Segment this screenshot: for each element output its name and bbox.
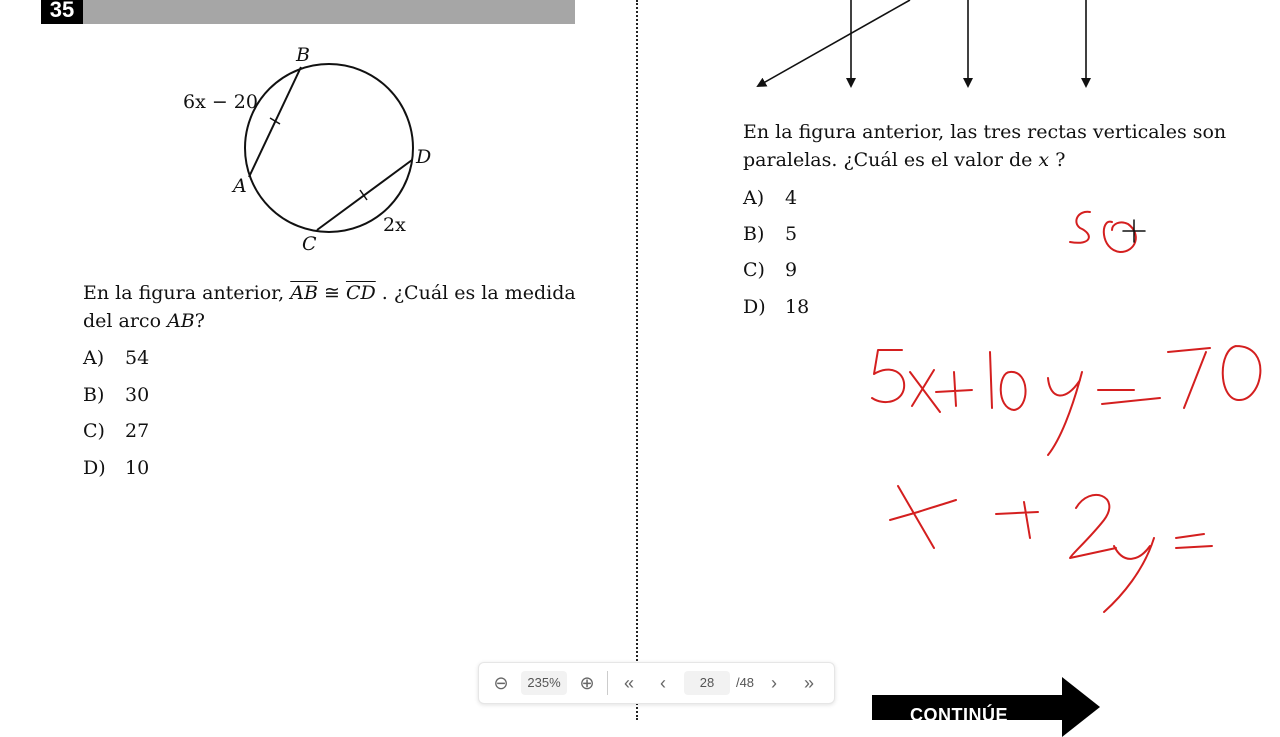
option-label: A) bbox=[83, 347, 105, 369]
next-page-icon[interactable]: › bbox=[771, 673, 777, 693]
option-value: 9 bbox=[785, 259, 798, 281]
label-c: C bbox=[302, 233, 317, 255]
last-page-icon[interactable]: » bbox=[803, 673, 814, 693]
option-value: 10 bbox=[125, 457, 150, 479]
label-a: A bbox=[233, 175, 247, 197]
arc-cd-expression: 2x bbox=[383, 214, 406, 236]
option-value: 54 bbox=[125, 347, 150, 369]
continue-button[interactable]: CONTINÚE bbox=[872, 695, 1062, 720]
option-value: 27 bbox=[125, 420, 150, 442]
option-value: 5 bbox=[785, 223, 798, 245]
arc-ab-expression: 6x − 20 bbox=[183, 91, 258, 113]
option-label: D) bbox=[743, 296, 766, 318]
stem-text-2: . ¿Cuál es la medida bbox=[381, 282, 576, 304]
prev-page-icon[interactable]: ‹ bbox=[660, 673, 666, 693]
option-label: C) bbox=[743, 259, 765, 281]
segment-ab: $\overline{AB}$ bbox=[290, 282, 318, 304]
stem-text-3: del arco bbox=[83, 310, 162, 332]
zoom-in-icon[interactable]: ⊕ bbox=[579, 673, 595, 693]
scribble-50 bbox=[1070, 212, 1136, 252]
equation-2-ink bbox=[890, 486, 1212, 612]
stem-text: En la figura anterior, bbox=[83, 282, 285, 304]
option-value: 18 bbox=[785, 296, 810, 318]
continue-arrow-icon[interactable] bbox=[1062, 677, 1100, 737]
toolbar-separator bbox=[607, 671, 608, 695]
variable-x: x bbox=[1038, 149, 1050, 171]
equation-1-ink bbox=[872, 346, 1260, 455]
right-question-stem-line1: En la figura anterior, las tres rectas verticales son bbox=[743, 121, 1227, 143]
zoom-out-icon[interactable]: ⊖ bbox=[493, 673, 509, 693]
current-page-field[interactable]: 28 bbox=[684, 671, 730, 695]
label-d: D bbox=[416, 146, 432, 168]
label-b: B bbox=[296, 44, 310, 66]
segment-cd: $\overline{CD}$ bbox=[345, 282, 376, 304]
stem-text: paralelas. ¿Cuál es el valor de bbox=[743, 149, 1033, 171]
option-label: A) bbox=[743, 187, 765, 209]
zoom-level-field[interactable]: 235% bbox=[521, 671, 567, 695]
option-value: 4 bbox=[785, 187, 798, 209]
total-pages: /48 bbox=[735, 675, 755, 690]
pdf-toolbar bbox=[478, 662, 835, 704]
option-label: C) bbox=[83, 420, 105, 442]
first-page-icon[interactable]: « bbox=[623, 673, 634, 693]
option-label: B) bbox=[83, 384, 105, 406]
question-number-badge: 35 bbox=[41, 0, 83, 24]
stem-question-mark: ? bbox=[194, 310, 205, 332]
stem-question-mark: ? bbox=[1055, 149, 1066, 171]
option-value: 30 bbox=[125, 384, 150, 406]
congruent-symbol: ≅ bbox=[323, 282, 340, 304]
arc-name: AB bbox=[167, 310, 195, 332]
option-label: D) bbox=[83, 457, 106, 479]
option-label: B) bbox=[743, 223, 765, 245]
